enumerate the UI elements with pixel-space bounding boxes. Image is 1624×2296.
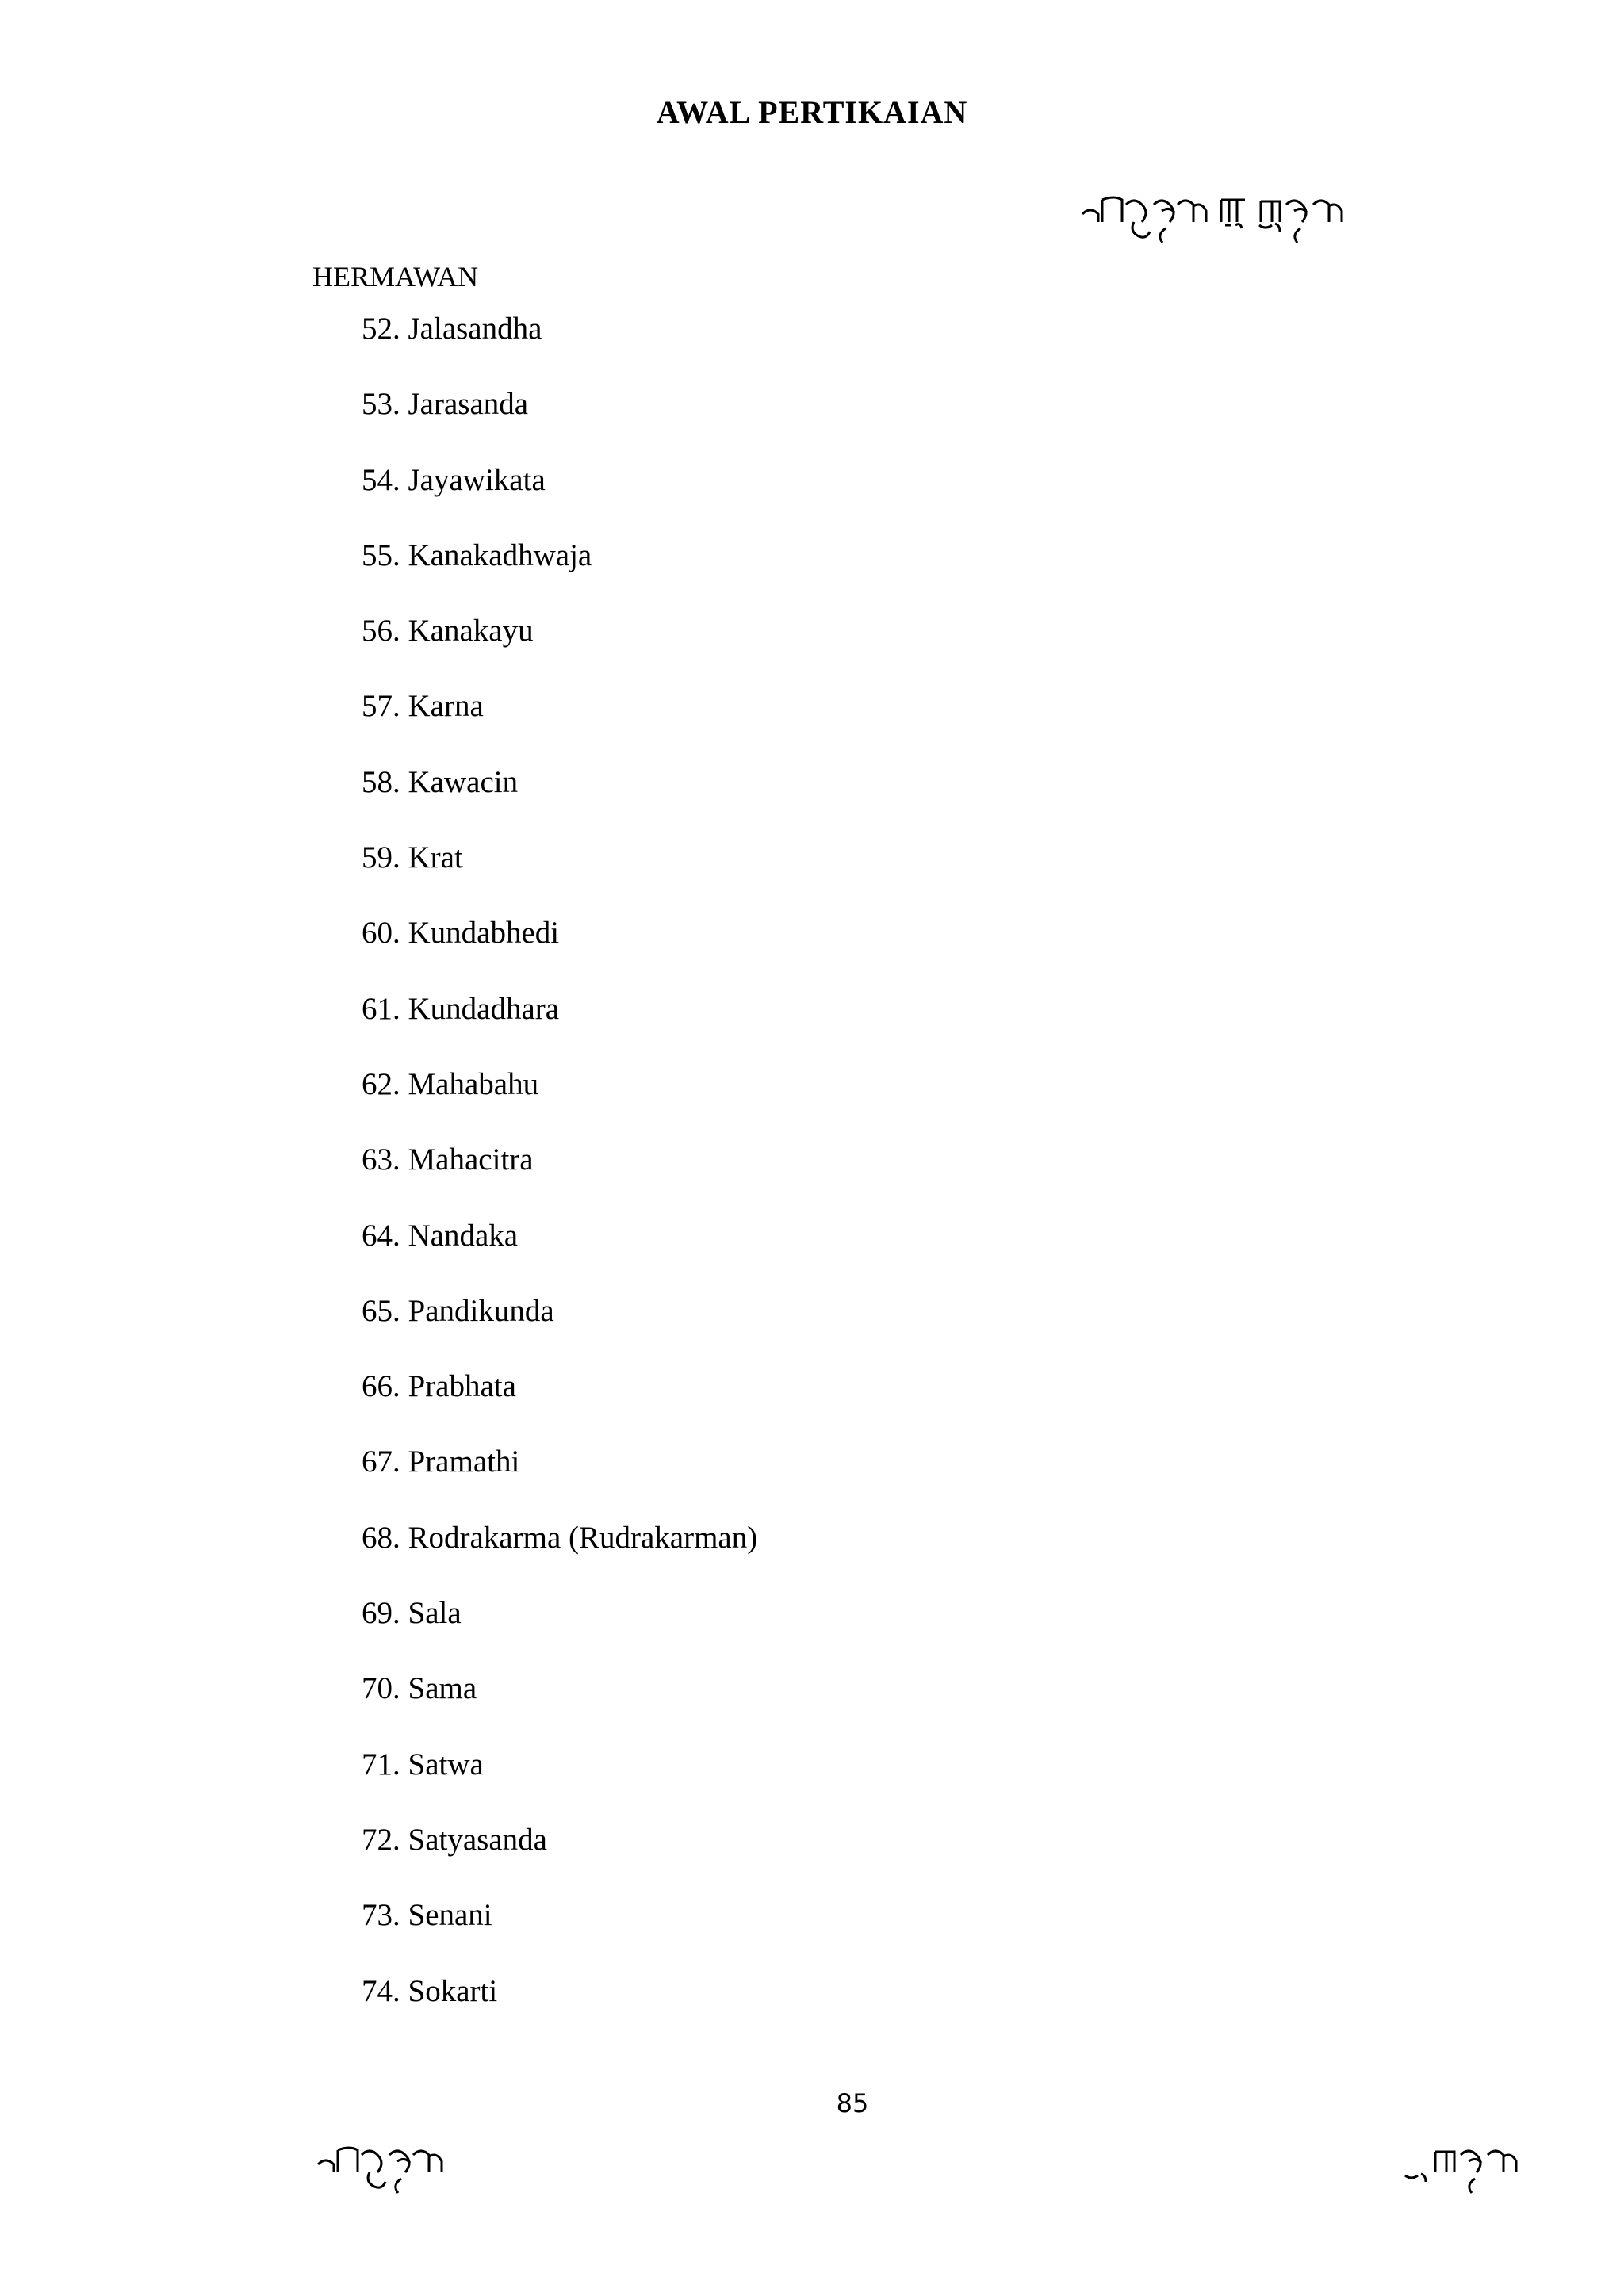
list-item: 62. Mahabahu [362,1066,539,1101]
list-item: 60. Kundabhedi [362,916,560,951]
list-item: 56. Kanakayu [362,614,534,649]
list-item: 55. Kanakadhwaja [362,538,592,572]
list-item: 72. Satyasanda [362,1822,547,1857]
list-item: 59. Krat [362,840,463,875]
list-item: 67. Pramathi [362,1445,520,1479]
list-item: 64. Nandaka [362,1218,519,1253]
list-item: 66. Prabhata [362,1369,516,1404]
list-item: 61. Kundadhara [362,991,560,1026]
header-javanese-script-icon [1078,190,1404,246]
list-item: 63. Mahacitra [362,1142,534,1177]
list-item: 65. Pandikunda [362,1293,554,1328]
footer-left-javanese-script-icon [314,2141,481,2196]
list-item: 57. Karna [362,689,484,724]
footer-right-javanese-script-icon [1404,2141,1562,2196]
page-title: AWAL PERTIKAIAN [656,94,968,130]
name-list [362,309,757,2047]
list-item: 74. Sokarti [362,1973,498,2008]
list-item: 54. Jayawikata [362,462,546,497]
section-label: HERMAWAN [312,261,479,293]
list-item: 73. Senani [362,1898,492,1933]
list-item: 53. Jarasanda [362,387,529,422]
list-item: 58. Kawacin [362,764,519,799]
page-number: 85 [836,2088,869,2118]
list-item: 71. Satwa [362,1747,484,1781]
list-item: 70. Sama [362,1671,477,1706]
list-item: 69. Sala [362,1596,462,1631]
list-item: 52. Jalasandha [362,312,542,346]
list-item: 68. Rodrakarma (Rudrakarman) [362,1520,758,1555]
